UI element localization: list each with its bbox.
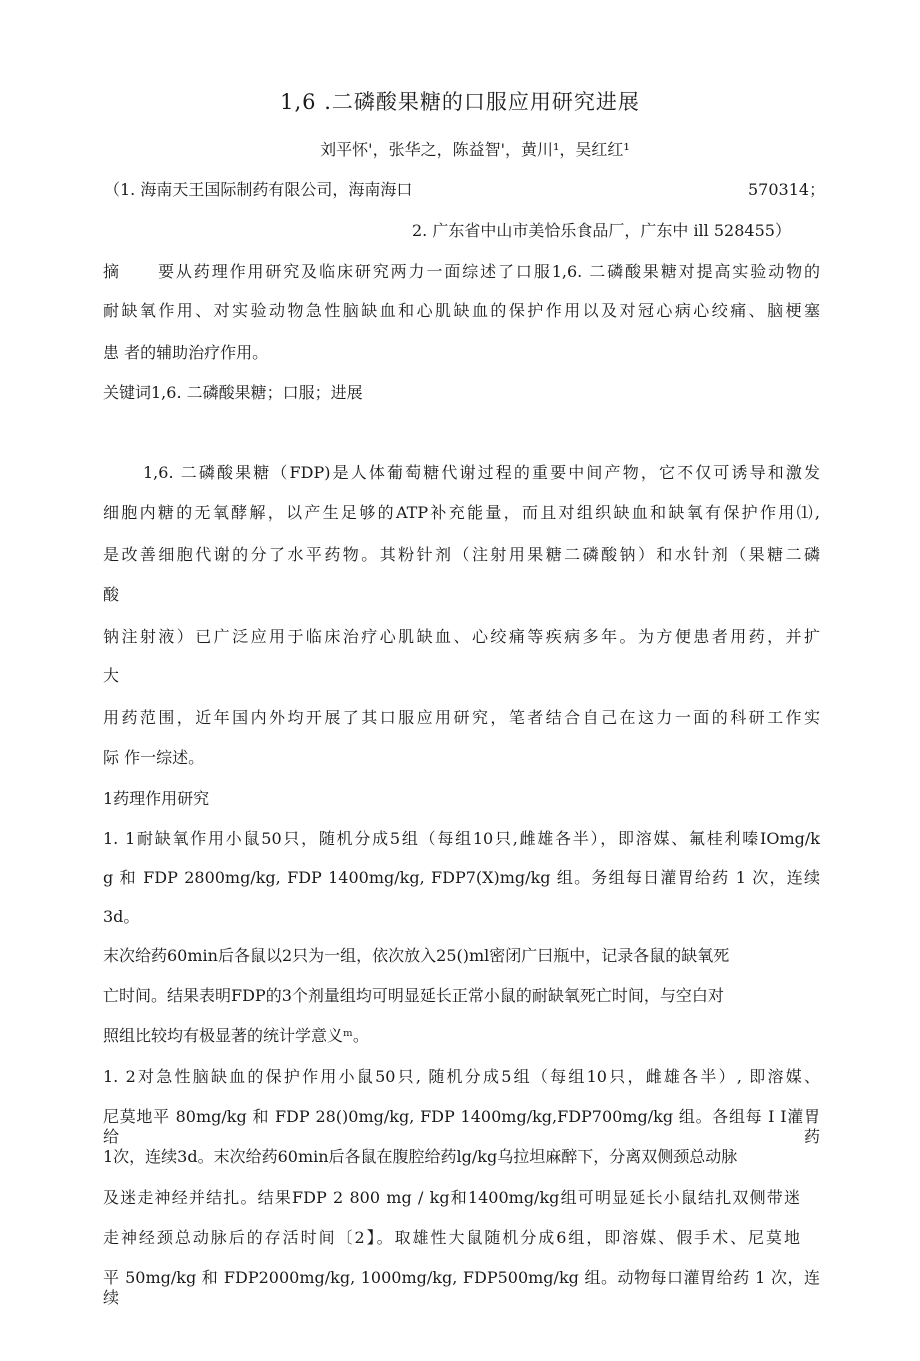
abstract-line: 耐缺氧作用、对实验动物急性脑缺血和心肌缺血的保护作用以及对冠心病心绞痛、脑梗塞 bbox=[103, 301, 820, 320]
body-line: 1,6. 二磷酸果糖（FDP)是人体葡萄糖代谢过程的重要中间产物，它不仅可诱导和激发 bbox=[143, 463, 820, 482]
body-line: 平 50mg/kg 和 FDP2000mg/kg, 1000mg/kg, FDP500mg/kg 组。动物每口灌胃给药 1 次，连续 bbox=[103, 1268, 820, 1307]
body-line: 1. 1耐缺氧作用小鼠50只，随机分成5组（每组10只,雌雄各半），即溶媒、氟桂利嗪IOmg/k bbox=[103, 829, 820, 848]
body-line: 照组比较均有极显著的统计学意义ᵐ。 bbox=[103, 1026, 369, 1045]
body-line: 3d。 bbox=[103, 907, 140, 926]
body-line: 1次，连续3d。末次给药60min后各鼠在腹腔给药lg/kg乌拉坦麻醉下，分离双侧颈总动脉 bbox=[103, 1147, 738, 1166]
body-line: 细胞内糖的无氧酵解，以产生足够的ATP补充能量，而且对组织缺血和缺氧有保护作用⑴, bbox=[103, 503, 820, 522]
keywords: 关键词1,6. 二磷酸果糖；口服；进展 bbox=[103, 383, 363, 402]
body-line: 1. 2对急性脑缺血的保护作用小鼠50只, 随机分成5组（每组10只，雌雄各半）, 即溶媒、 bbox=[103, 1067, 820, 1086]
abstract-label: 摘 bbox=[103, 262, 120, 281]
body-line: 尼莫地平 80mg/kg 和 FDP 28()0mg/kg, FDP 1400mg/kg,FDP700mg/kg 组。各组每 I I灌胃给药 bbox=[103, 1107, 820, 1146]
abstract-line: 要从药理作用研究及临床研究两力一面综述了口服1,6. 二磷酸果糖对提高实验动物的 bbox=[158, 262, 820, 281]
body-line: 大 bbox=[103, 666, 120, 685]
body-line: 亡时间。结果表明FDP的3个剂量组均可明显延长正常小鼠的耐缺氧死亡时间，与空白对 bbox=[103, 986, 724, 1005]
body-line: 际 作一综述。 bbox=[103, 748, 205, 767]
body-line: 是改善细胞代谢的分了水平药物。其粉针剂（注射用果糖二磷酸钠）和水针剂（果糖二磷 bbox=[103, 545, 820, 564]
body-line: 用药范围，近年国内外均开展了其口服应用研究，笔者结合自己在这力一面的科研工作实 bbox=[103, 708, 820, 727]
body-line: 钠注射液）已广泛应用于临床治疗心肌缺血、心绞痛等疾病多年。为方便患者用药，并扩 bbox=[103, 627, 820, 646]
body-line: g 和 FDP 2800mg/kg, FDP 1400mg/kg, FDP7(X)mg/kg 组。务组每日灌胃给药 1 次，连续 bbox=[103, 868, 820, 887]
author-list: 刘平怀'，张华之，陈益智'，黄川¹，吴红红¹ bbox=[320, 140, 630, 159]
affiliation-1-postcode: 570314； bbox=[748, 180, 826, 199]
affiliation-1: （1. 海南天王国际制药有限公司，海南海口 bbox=[104, 180, 413, 199]
affiliation-2: 2. 广东省中山市美恰乐食品厂，广东中 ill 528455） bbox=[412, 221, 791, 240]
body-line: 及迷走神经并结扎。结果FDP 2 800 mg / kg和1400mg/kg组可明显延长小鼠结扎双侧带迷 bbox=[103, 1188, 800, 1207]
body-line: 末次给药60min后各鼠以2只为一组，依次放入25()ml密闭广曰瓶中，记录各鼠的缺氧死 bbox=[103, 946, 730, 965]
section-heading: 1药理作用研究 bbox=[103, 789, 210, 808]
body-line: 酸 bbox=[103, 585, 120, 604]
abstract-line: 患 者的辅助治疗作用。 bbox=[103, 343, 269, 362]
body-line: 走神经颈总动脉后的存活时间〔2】。取雄性大鼠随机分成6组，即溶媒、假手术、尼莫地 bbox=[103, 1228, 800, 1247]
paper-title: 1,6 .二磷酸果糖的口服应用研究进展 bbox=[280, 90, 640, 114]
